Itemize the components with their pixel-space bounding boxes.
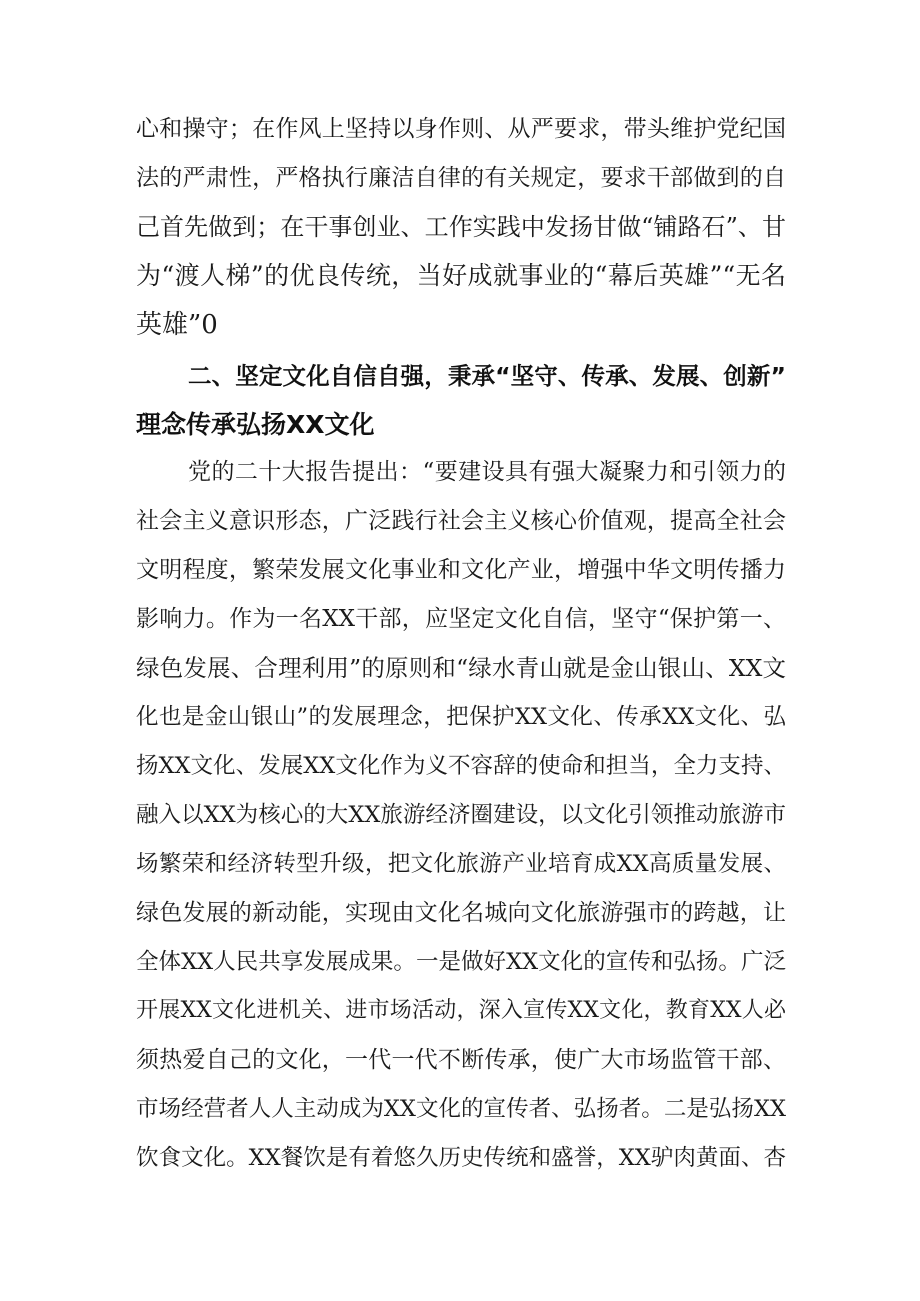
paragraph-line: 党的二十大报告提出：“要建设具有强大凝聚力和引领力的 xyxy=(188,459,786,485)
paragraph-line: 英雄”0 xyxy=(136,310,218,340)
paragraph-line: 市场经营者人人主动成为XX文化的宣传者、弘扬者。二是弘扬XX xyxy=(136,1096,786,1122)
paragraph-line: 为“渡人梯”的优良传统，当好成就事业的“幕后英雄”“无名 xyxy=(136,261,786,290)
paragraph-line: 心和操守；在作风上坚持以身作则、从严要求，带头维护党纪国 xyxy=(136,116,786,142)
paragraph-line: 己首先做到；在干事创业、工作实践中发扬甘做“铺路石”、甘 xyxy=(136,213,786,241)
paragraph-line: 绿色发展、合理利用”的原则和“绿水青山就是金山银山、XX文 xyxy=(136,654,786,682)
paragraph-line: 法的严肃性，严格执行廉洁自律的有关规定，要求干部做到的自 xyxy=(136,165,786,191)
paragraph-line: 须热爱自己的文化，一代一代不断传承，使广大市场监管干部、 xyxy=(136,1047,786,1073)
section-heading-line: 二、坚定文化自信自强，秉承“坚守、传承、发展、创新” xyxy=(188,362,786,390)
paragraph-line: 饮食文化。XX餐饮是有着悠久历史传统和盛誉，XX驴肉黄面、杏 xyxy=(136,1145,786,1171)
section-heading-line: 理念传承弘扬XX文化 xyxy=(136,410,375,439)
paragraph-line: 绿色发展的新动能，实现由文化名城向文化旅游强市的跨越，让 xyxy=(136,900,786,926)
paragraph-line: 融入以XX为核心的大XX旅游经济圈建设，以文化引领推动旅游市 xyxy=(136,802,786,828)
paragraph-line: 开展XX文化进机关、进市场活动，深入宣传XX文化，教育XX人必 xyxy=(136,998,786,1023)
paragraph-line: 化也是金山银山”的发展理念，把保护XX文化、传承XX文化、弘 xyxy=(136,704,786,730)
paragraph-line: 全体XX人民共享发展成果。一是做好XX文化的宣传和弘扬。广泛 xyxy=(136,949,786,975)
paragraph-line: 影响力。作为一名XX干部，应坚定文化自信，坚守“保护第一、 xyxy=(136,606,786,632)
paragraph-line: 场繁荣和经济转型升级，把文化旅游产业培育成XX高质量发展、 xyxy=(136,851,786,877)
paragraph-line: 文明程度，繁荣发展文化事业和文化产业，增强中华文明传播力 xyxy=(136,557,786,583)
paragraph-line: 社会主义意识形态，广泛践行社会主义核心价值观，提高全社会 xyxy=(136,508,786,534)
paragraph-line: 扬XX文化、发展XX文化作为义不容辞的使命和担当，全力支持、 xyxy=(136,753,786,779)
